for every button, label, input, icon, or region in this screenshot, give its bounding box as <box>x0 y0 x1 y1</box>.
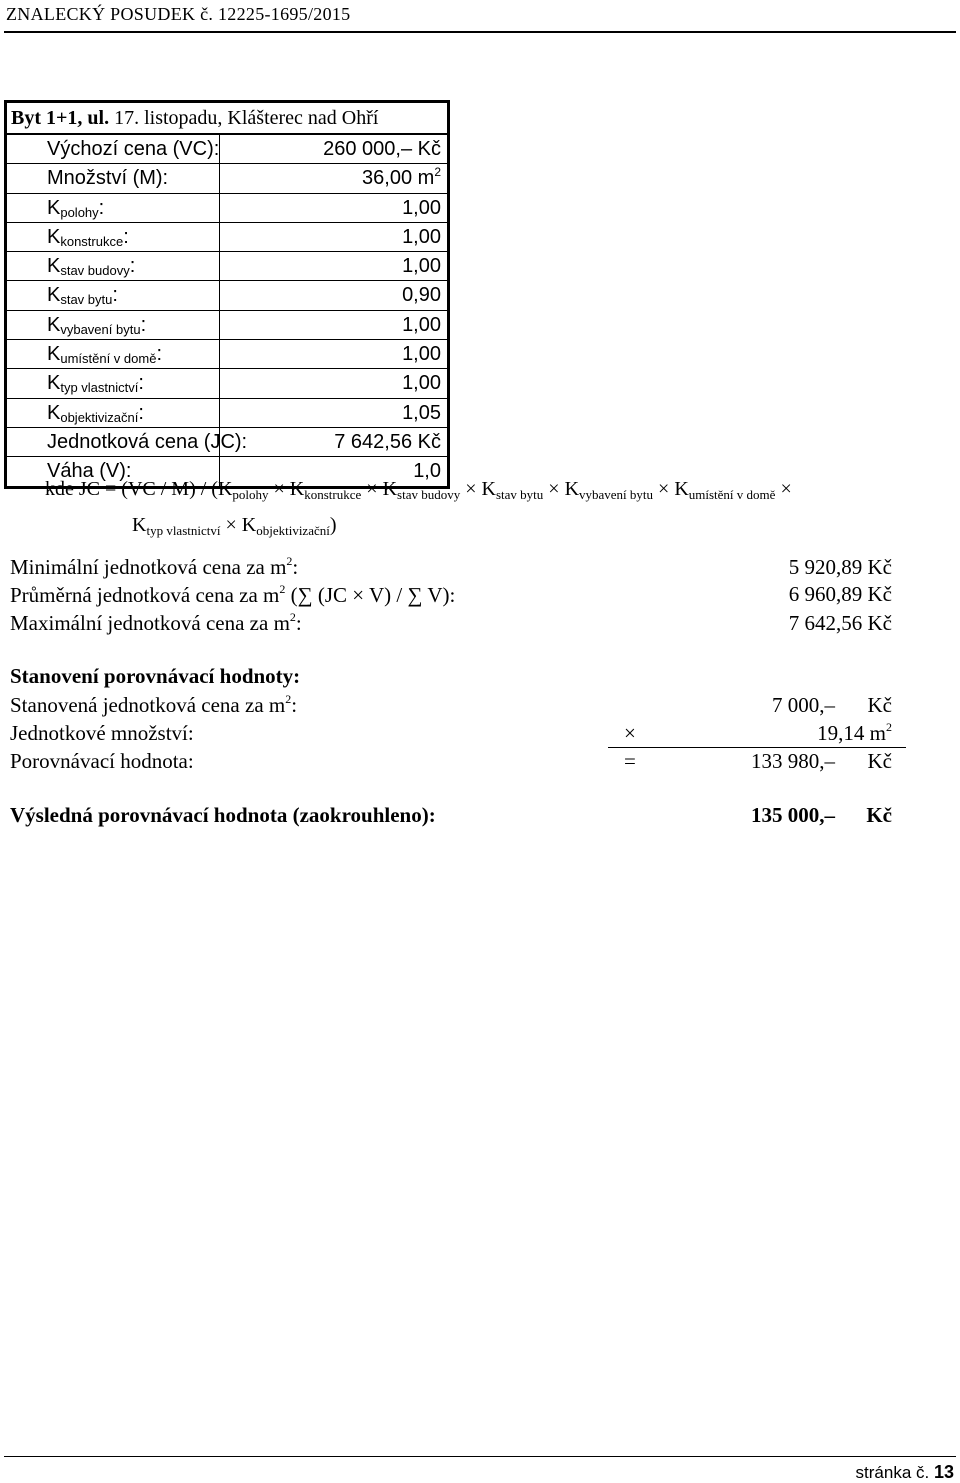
formula-k: K <box>289 478 305 500</box>
row-value: 1,00 <box>402 372 441 395</box>
result-label: Výsledná porovnávací hodnota (zaokrouhleno): <box>10 803 436 827</box>
formula-k4: stav bytu <box>495 487 544 502</box>
times-symbol: × <box>225 514 237 536</box>
row-label: Množství (M): <box>7 164 220 192</box>
formula-k: K <box>564 478 580 500</box>
row-label: Váha (V): <box>7 457 220 485</box>
page-number: stránka č. 13 <box>855 1462 954 1482</box>
table-row <box>7 135 447 163</box>
table-row <box>7 398 447 427</box>
multiply-operator: × <box>624 721 636 745</box>
formula-k: K <box>132 514 147 536</box>
formula-k: K <box>241 514 257 536</box>
row-label: $K_{typ vlastnictví}$: <box>7 369 220 397</box>
times-symbol: × <box>548 478 560 500</box>
footer-divider <box>4 1456 956 1457</box>
table-row <box>7 251 447 280</box>
document-header-title: ZNALECKÝ POSUDEK č. 12225-1695/2015 <box>6 4 351 24</box>
header-divider <box>4 31 956 33</box>
equals-operator: = <box>624 749 636 773</box>
avg-price-value: 6 960,89 Kč <box>788 582 892 606</box>
formula-k6: umístění v domě <box>688 487 776 502</box>
formula-k2: konstrukce <box>304 487 362 502</box>
table-row <box>7 310 447 339</box>
coefficient-table <box>4 100 450 489</box>
formula-k3: stav budovy <box>397 487 461 502</box>
unit-price-value: 7 000,– <box>772 693 835 717</box>
row-label: $K_{stav budovy}$: <box>7 252 220 280</box>
table-title <box>7 103 447 135</box>
row-value: 1,00 <box>402 196 441 219</box>
formula-k: K <box>674 478 689 500</box>
row-label: $K_{umístění v domě}$: <box>7 340 220 368</box>
table-row <box>7 368 447 397</box>
quantity-value: 19,14 $m^2$ <box>817 720 892 745</box>
table-row <box>7 427 447 456</box>
row-value: 1,0 <box>413 460 441 483</box>
max-price-value: 7 642,56 Kč <box>788 611 892 635</box>
row-label: $K_{polohy}$: <box>7 194 220 222</box>
result-currency: Kč <box>866 803 892 827</box>
formula-k7: typ vlastnictví <box>146 523 221 538</box>
stanoveni-heading: Stanovení porovnávací hodnoty: <box>10 664 301 688</box>
row-value: 1,00 <box>402 343 441 366</box>
row-value: 0,90 <box>402 284 441 307</box>
row-label: Výchozí cena (VC): <box>7 135 220 163</box>
avg-price-label: Průměrná jednotková cena za $m^2$ (∑ (JC × V) / ∑ V): <box>10 582 456 607</box>
row-label: Jednotková cena (JC): <box>7 428 220 456</box>
row-value: 7 642,56 Kč <box>334 430 441 453</box>
max-price-label: Maximální jednotková cena za $m^2$: <box>10 610 302 635</box>
table-title-rest: 17. listopadu, Klášterec nad Ohří <box>114 107 379 129</box>
row-value: 1,00 <box>402 313 441 336</box>
comparison-currency: Kč <box>867 749 892 773</box>
times-symbol: × <box>366 478 378 500</box>
table-row <box>7 193 447 222</box>
min-price-label: Minimální jednotková cena za $m^2$: <box>10 554 299 579</box>
row-value: 260 000,– Kč <box>323 138 441 160</box>
table-rows <box>7 135 447 486</box>
comparison-value: 133 980,– <box>751 749 835 773</box>
row-label: $K_{stav bytu}$: <box>7 281 220 309</box>
table-row <box>7 280 447 309</box>
row-label: $K_{objektivizační}$: <box>7 399 220 427</box>
comparison-value-label: Porovnávací hodnota: <box>10 749 194 773</box>
table-row <box>7 222 447 251</box>
times-symbol: × <box>465 478 477 500</box>
sum-rule <box>608 747 906 748</box>
times-symbol: × <box>273 478 285 500</box>
row-value: 1,00 <box>402 225 441 248</box>
row-label: $K_{konstrukce}$: <box>7 223 220 251</box>
table-row <box>7 163 447 192</box>
formula-close: ) <box>329 514 337 536</box>
unit-price-label: Stanovená jednotková cena za $m^2$: <box>10 692 298 717</box>
times-symbol: × <box>658 478 670 500</box>
formula <box>45 474 945 546</box>
table-title-bold: Byt 1+1, ul. <box>11 107 110 129</box>
unit-price-currency: Kč <box>867 693 892 717</box>
quantity-label: Jednotkové množství: <box>10 721 194 745</box>
formula-prefix: kde JC = (VC / M) / (K <box>45 478 233 500</box>
formula-k: K <box>382 478 398 500</box>
formula-k5: vybavení bytu <box>579 487 654 502</box>
table-row <box>7 339 447 368</box>
formula-k1: polohy <box>232 487 269 502</box>
formula-k8: objektivizační <box>256 523 330 538</box>
formula-line-2 <box>45 510 945 546</box>
row-value: 36,00 $m^2$ <box>362 165 441 190</box>
result-value: 135 000,– <box>751 803 835 827</box>
row-value: 1,00 <box>402 255 441 278</box>
times-symbol: × <box>780 478 792 500</box>
formula-k: K <box>481 478 496 500</box>
formula-line-1 <box>45 474 945 510</box>
row-value: 1,05 <box>402 401 441 424</box>
row-label: $K_{vybavení bytu}$: <box>7 311 220 339</box>
min-price-value: 5 920,89 Kč <box>788 555 892 579</box>
